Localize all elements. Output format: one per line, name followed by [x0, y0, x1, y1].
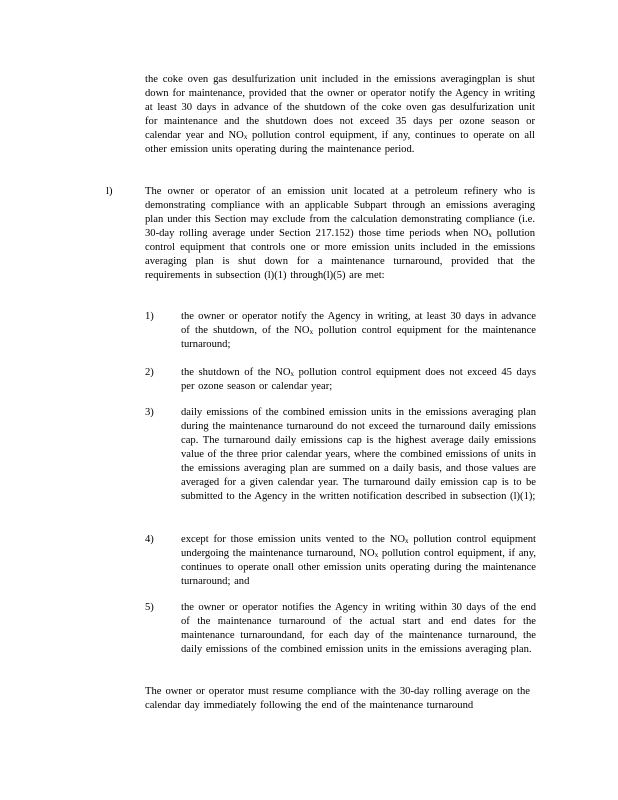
subitem-3-text: daily emissions of the combined emission units in the emissions averaging plan during the maintenance turnaround do not exceed the turnaround daily emissions cap. The turnaround daily emissions cap is the highest average daily emissions value of the three prior calendar years, where the combined emissions of units in the emissions averaging plan are summed on a daily basis, and those values are averaged for a given calendar year. The turnaround daily emission cap is to be submitted to the Agency in the written notification described in subsection (l)(1);: [181, 407, 536, 502]
subitem-2-paragraph: [181, 366, 536, 394]
subitem-2-marker: 2): [145, 367, 154, 378]
subitem-4-sub2: x: [374, 551, 379, 559]
subitem-2-text-b: pollution control equipment does not exceed 45 days per ozone season or calendar year;: [181, 367, 536, 392]
subitem-4-text-b: pollution control equipment undergoing the maintenance turnaround, NO: [181, 534, 537, 559]
subitem-3-paragraph: [181, 406, 536, 504]
intro-paragraph: [145, 73, 535, 157]
intro-text-a: the coke oven gas desulfurization unit included in the emissions averagingplan is shut down for maintenance, provided that the owner or operator notify the Agency in writing at least 30 days in advance of the shutdown of the coke oven gas desulfurization unit for maintenance and the shutdown does not exceed 35 days per ozone season or calendar year and NO: [145, 74, 535, 141]
subitem-1-sub: x: [309, 328, 314, 336]
subitem-4-paragraph: [181, 533, 536, 589]
item-l-marker: l): [106, 186, 113, 197]
item-l-sub: x: [488, 231, 492, 239]
subitem-3-marker: 3): [145, 407, 154, 418]
subitem-1-paragraph: [181, 310, 536, 352]
subitem-2-sub: x: [290, 370, 295, 378]
item-l-paragraph: [145, 185, 535, 283]
closing-paragraph: [145, 685, 530, 713]
subitem-5-paragraph: [181, 601, 536, 657]
subitem-4-sub: x: [405, 537, 409, 545]
subitem-4-marker: 4): [145, 534, 154, 545]
intro-sub: x: [243, 133, 248, 141]
subitem-5-marker: 5): [145, 602, 154, 613]
subitem-1-text-b: pollution control equipment for the maintenance turnaround;: [181, 325, 536, 350]
intro-text-b: pollution control equipment, if any, continues to operate on all other emission units operating during the maintenance period.: [145, 130, 535, 155]
subitem-5-text: the owner or operator notifies the Agency in writing within 30 days of the end of the maintenance turnaround of the actual start and end dates for the maintenance turnaroundand, for each day of the maintenance turnaround, the daily emissions of the combined emission units in the emissions averaging plan.: [181, 602, 536, 655]
subitem-4-text-a: except for those emission units vented to the NO: [181, 534, 406, 545]
subitem-1-marker: 1): [145, 311, 154, 322]
subitem-4-text-c: pollution control equipment, if any, continues to operate onall other emission units operating during the maintenance turnaround; and: [181, 548, 536, 587]
closing-text: The owner or operator must resume compliance with the 30-day rolling average on the calendar day immediately following the end of the maintenance turnaround: [145, 686, 530, 711]
item-l-text-b: pollution control equipment that controls one or more emission units included in the emissions averaging plan is shut down for a maintenance turnaround, provided that the requirements in subsection (l)(1) through(l)(5) are met:: [145, 228, 535, 281]
subitem-1-text-a: the owner or operator notify the Agency in writing, at least 30 days in advance of the shutdown, of the NO: [181, 311, 536, 336]
subitem-2-text-a: the shutdown of the NO: [181, 367, 291, 378]
item-l-text-a: The owner or operator of an emission unit located at a petroleum refinery who is demonstrating compliance with an applicable Subpart through an emissions averaging plan under this Section may exclude from the calculation demonstrating compliance (i.e. 30-day rolling average under Section 217.152) those time periods when NO: [145, 186, 535, 239]
